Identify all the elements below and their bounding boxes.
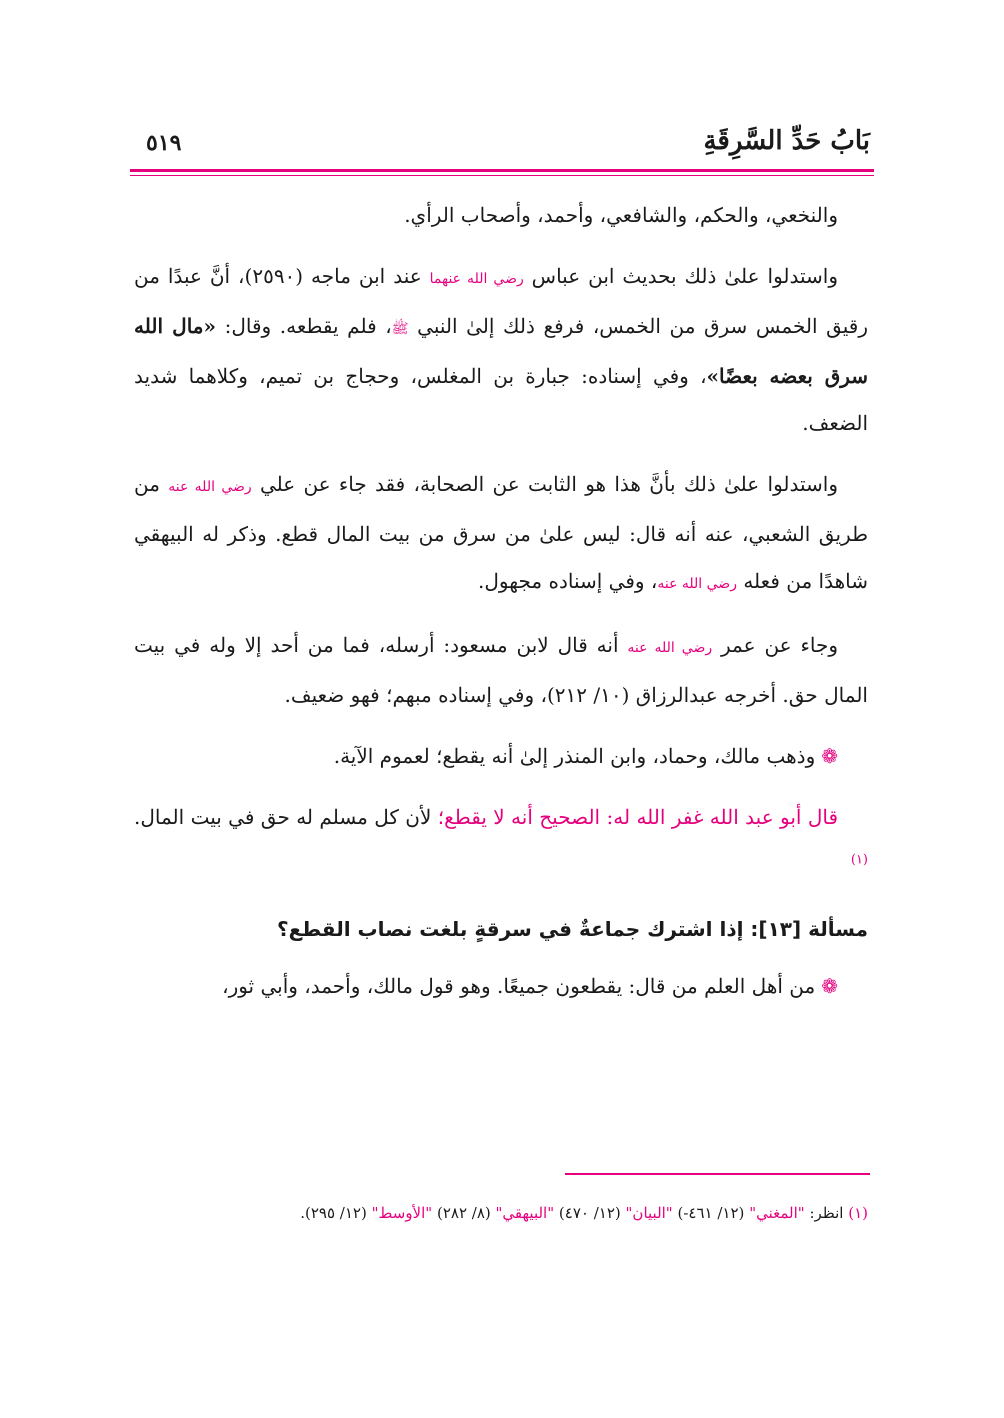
footnote [134, 1198, 868, 1228]
p2-text-a: واستدلوا علىٰ ذلك بحديث ابن عباس [531, 264, 838, 288]
p7-text: من أهل العلم من قال: يقطعون جميعًا. وهو قول مالك، وأحمد، وأبي ثور، [222, 974, 816, 998]
honorific-glyph: رضي الله عنه [627, 640, 713, 656]
p3-text-b: من طريق الشعبي، عنه أنه قال: ليس علىٰ من سرق من بيت المال قطع. وذكر له البيهقي شاهدًا من فعله [134, 472, 868, 593]
footnote-number: (١) [848, 1204, 868, 1222]
p3-text-c: ، وفي إسناده مجهول. [478, 569, 658, 593]
footnote-ref-location: (٨/ ٢٨٢) [436, 1204, 491, 1222]
p6-text: لأن كل مسلم له حق في بيت المال. [134, 805, 432, 829]
honorific-glyph: رضي الله عنه [657, 576, 737, 592]
footnote-separator [565, 1173, 870, 1175]
paragraph-2 [134, 253, 868, 447]
author-statement-label: قال أبو عبد الله غفر الله له: [606, 805, 839, 829]
p5-text: وذهب مالك، وحماد، وابن المنذر إلىٰ أنه يقطع؛ لعموم الآية. [333, 744, 816, 768]
footnote-ref-title: "البيان" [625, 1204, 673, 1222]
paragraph-5 [134, 733, 868, 780]
body-text [134, 192, 868, 1024]
footnote-ref-title: "البيهقي" [495, 1204, 555, 1222]
p2-text-d: ، وفي إسناده: جبارة بن المغلس، وحجاج بن تميم، وكلاهما شديد الضعف. [134, 364, 868, 435]
footnote-ref-location: (١٢/ ٤٦١-) [677, 1204, 745, 1222]
p4-text-a: وجاء عن عمر [721, 633, 839, 657]
author-ruling: الصحيح أنه لا يقطع؛ [437, 805, 601, 829]
paragraph-3 [134, 461, 868, 608]
p1-text: والنخعي، والحكم، والشافعي، وأحمد، وأصحاب الرأي. [404, 203, 838, 227]
flower-icon: ❁ [821, 974, 838, 998]
paragraph-4 [134, 622, 868, 719]
page-number: ٥١٩ [146, 130, 182, 156]
paragraph-7 [134, 963, 868, 1010]
issue-heading: مسألة [١٣]: إذا اشترك جماعةٌ في سرقةٍ بلغت نصاب القطع؟ [277, 917, 868, 941]
honorific-glyph: ﷺ [391, 321, 409, 337]
honorific-glyph: رضي الله عنهما [429, 271, 524, 287]
p2-text-c: ، فلم يقطعه. وقال: [224, 314, 392, 338]
p2-text-b: عند ابن ماجه (٢٥٩٠)، أنَّ عبدًا من رقيق الخمس سرق من الخمس، فرفع ذلك إلىٰ النبي [134, 264, 869, 338]
paragraph-6 [134, 794, 868, 888]
footnote-ref-title: "المغني" [749, 1204, 805, 1222]
page-header [138, 118, 870, 168]
p4-text-b: أنه قال لابن مسعود: أرسله، فما من أحد إلا وله في بيت المال حق. أخرجه عبدالرزاق (١٠/ ٢١٢)، وفي إسناده مبهم؛ فهو ضعيف. [134, 633, 868, 707]
p3-text-a: واستدلوا علىٰ ذلك بأنَّ هذا هو الثابت عن الصحابة، فقد جاء عن علي [259, 472, 838, 496]
footnote-ref-location: (١٢/ ٤٧٠) [558, 1204, 621, 1222]
header-rule-thin [130, 175, 874, 176]
header-rule-thick [130, 169, 874, 172]
footnote-ref-title: "الأوسط" [371, 1204, 433, 1222]
footnote-reference[interactable]: (١) [850, 852, 868, 868]
honorific-glyph: رضي الله عنه [168, 479, 252, 495]
footnote-label: انظر: [809, 1204, 844, 1222]
paragraph-1 [134, 192, 868, 239]
chapter-title: بَابُ حَدِّ السَّرِقَةِ [703, 126, 870, 156]
flower-icon: ❁ [821, 744, 838, 768]
footnote-ref-location: (١٢/ ٢٩٥). [300, 1204, 367, 1222]
hadith-quote-text: «مال الله سرق بعضه بعضًا» [134, 314, 868, 388]
